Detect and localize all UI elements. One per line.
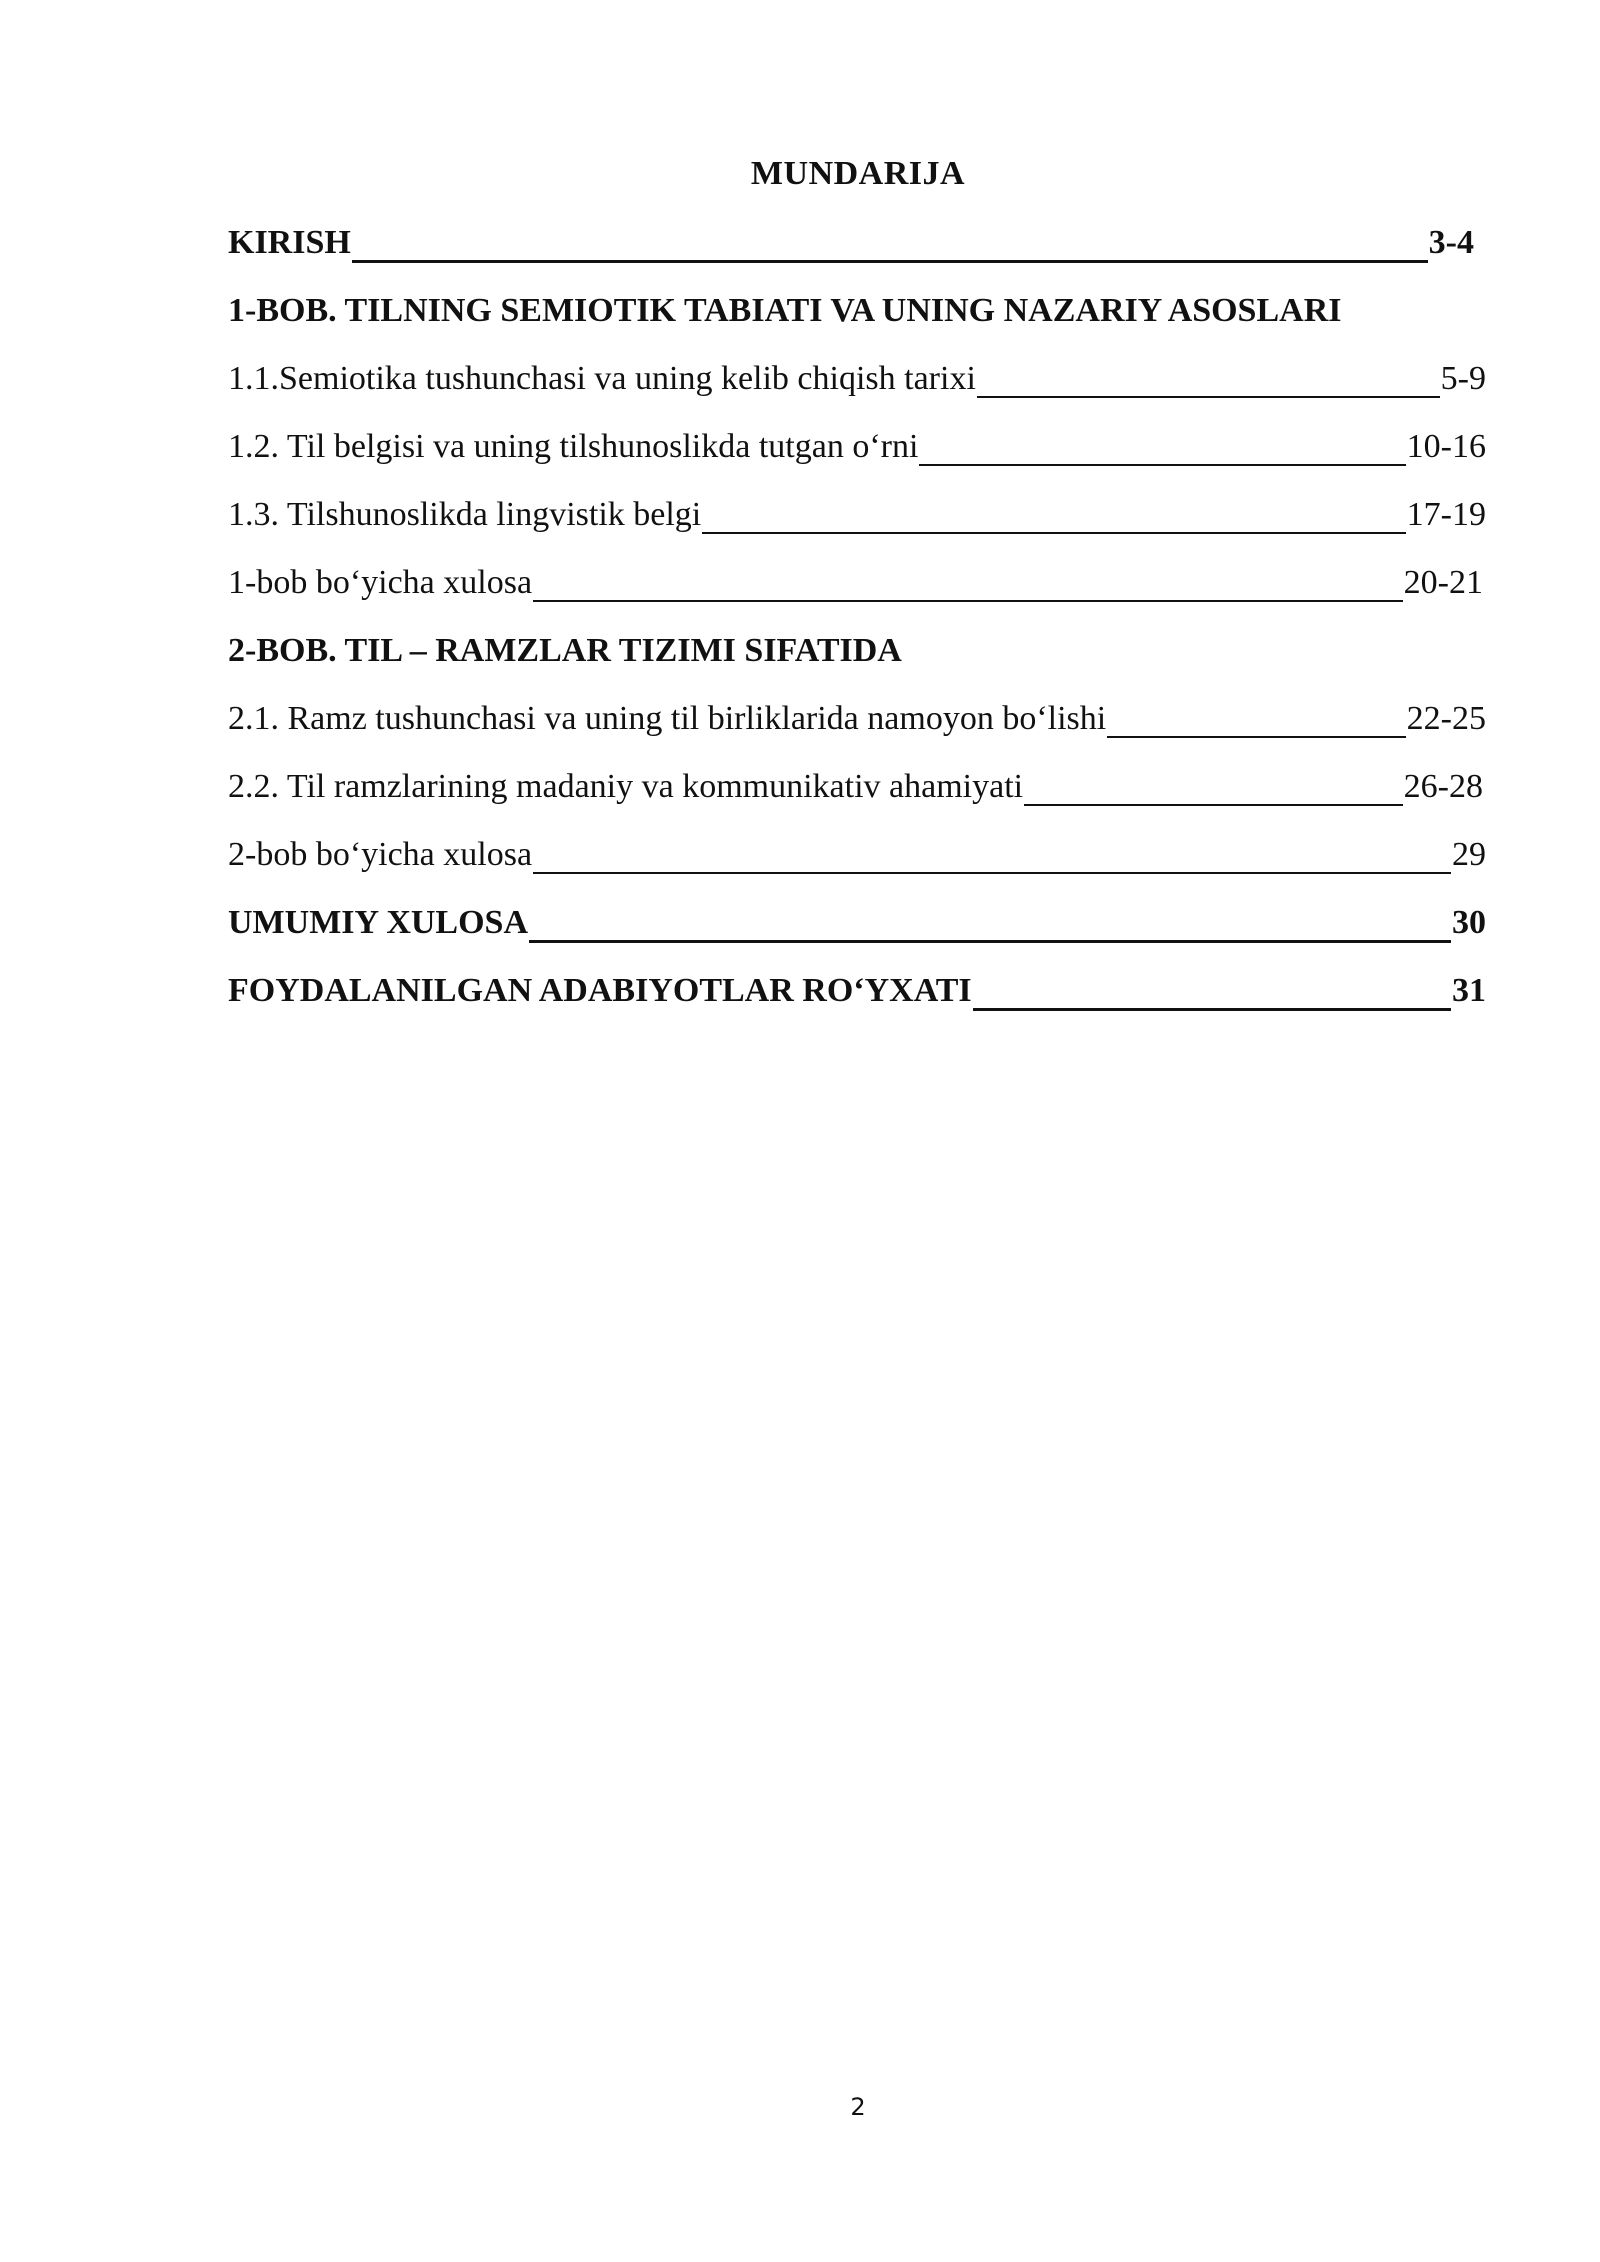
toc-leader-line xyxy=(702,532,1405,534)
toc-entry-page: 22-25 xyxy=(1406,700,1486,737)
toc-entry-page: 31 xyxy=(1452,972,1486,1009)
toc-entry-chapter-1 xyxy=(228,286,1488,354)
toc-entry-label: 1-BOB. TILNING SEMIOTIK TABIATI VA UNING NAZARIY ASOSLARI xyxy=(228,286,1341,336)
toc-entry-section-1-2 xyxy=(228,422,1488,490)
toc-entry-section-1-1 xyxy=(228,354,1488,422)
toc-entry-label: KIRISH xyxy=(228,218,351,268)
toc-leader-line xyxy=(352,260,1428,263)
toc-leader-line xyxy=(529,940,1451,943)
toc-leader-line xyxy=(919,464,1405,466)
toc-entry-page: 17-19 xyxy=(1406,496,1486,533)
toc-entry-bibliography xyxy=(228,966,1488,1034)
toc-entry-label: 2-bob bo‘yicha xulosa xyxy=(228,830,532,880)
toc-entry-chapter-1-conclusion xyxy=(228,558,1488,626)
toc-leader-line xyxy=(1107,736,1405,738)
toc-entry-page: 29 xyxy=(1452,836,1486,873)
toc-leader-line xyxy=(1024,804,1403,806)
toc-entry-section-2-1 xyxy=(228,694,1488,762)
toc-title: MUNDARIJA xyxy=(750,155,966,192)
toc-leader-line xyxy=(973,1008,1451,1011)
toc-entry-label: 2.1. Ramz tushunchasi va uning til birliklarida namoyon bo‘lishi xyxy=(228,694,1106,744)
toc-entry-label: 1.3. Tilshunoslikda lingvistik belgi xyxy=(228,490,701,540)
toc-entry-label: FOYDALANILGAN ADABIYOTLAR RO‘YXATI xyxy=(228,966,972,1016)
toc-entry-label: 2-BOB. TIL – RAMZLAR TIZIMI SIFATIDA xyxy=(228,626,902,676)
toc-entry-kirish xyxy=(228,218,1488,286)
toc-entry-page: 30 xyxy=(1452,904,1486,941)
toc-entry-section-1-3 xyxy=(228,490,1488,558)
toc-leader-line xyxy=(533,872,1451,874)
toc-entry-label: 1.2. Til belgisi va uning tilshunoslikda tutgan o‘rni xyxy=(228,422,918,472)
toc-entry-label: 1-bob bo‘yicha xulosa xyxy=(228,558,532,608)
toc-entry-section-2-2 xyxy=(228,762,1488,830)
toc-entry-label: 1.1.Semiotika tushunchasi va uning kelib chiqish tarixi xyxy=(228,354,976,404)
toc-entry-chapter-2 xyxy=(228,626,1488,694)
toc-entry-label: 2.2. Til ramzlarining madaniy va kommunikativ ahamiyati xyxy=(228,762,1023,812)
toc-entry-page: 5-9 xyxy=(1440,360,1486,397)
page-number: 2 xyxy=(850,2093,866,2121)
toc-entry-page: 10-16 xyxy=(1406,428,1486,465)
toc-entry-label: UMUMIY XULOSA xyxy=(228,898,528,948)
toc-leader-line xyxy=(533,600,1403,602)
toc-entry-general-conclusion xyxy=(228,898,1488,966)
table-of-contents xyxy=(228,218,1488,1034)
toc-entry-page: 3-4 xyxy=(1428,224,1474,261)
toc-entry-page: 20-21 xyxy=(1403,564,1483,601)
toc-leader-line xyxy=(977,396,1440,398)
toc-entry-page: 26-28 xyxy=(1403,768,1483,805)
toc-entry-chapter-2-conclusion xyxy=(228,830,1488,898)
